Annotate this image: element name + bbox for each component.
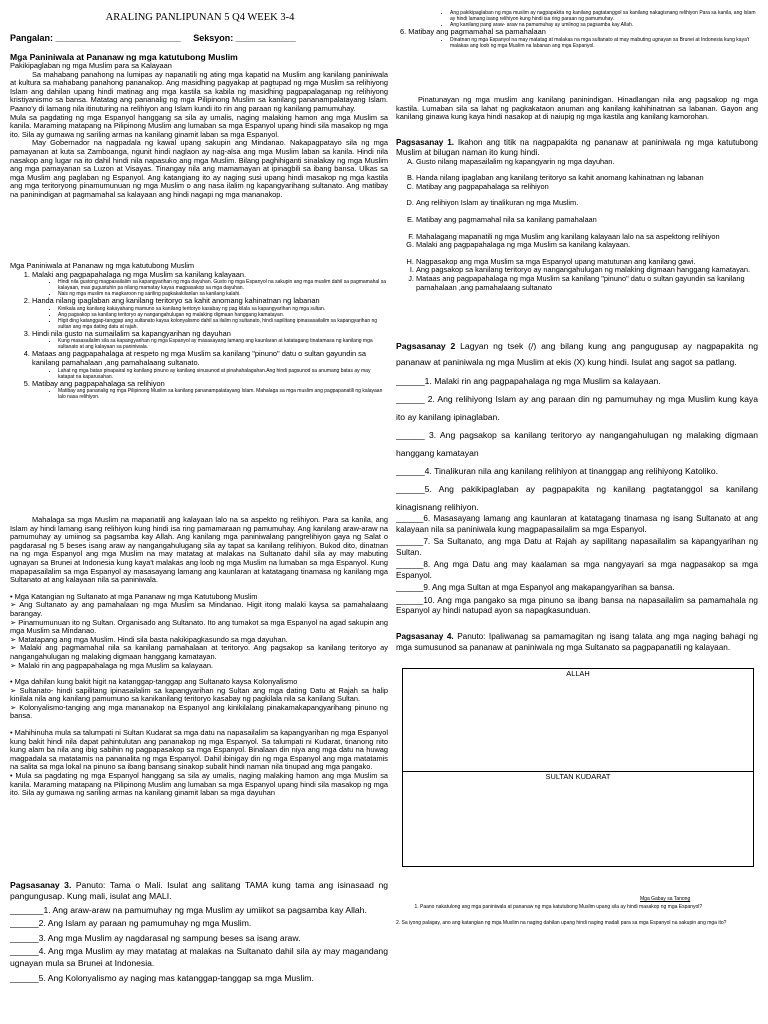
mahihinuha-paragraph: • Mahihinuha mula sa talumpati ni Sultan Kudarat sa mga datu na napasailalim sa kapangyarihan ng mga Espanyol kung bakit hindi nila dapat pahintulutan ang pananakop ng mga Espanyol. Sa talumpati ni Kudarat, tinanong nito kung alam ba nila ang ibig sabihin ng pagpapasakop sa mga Espanyol. Binalaan din niya ang mga datu na huwag magpadala sa matatamis na pananalita ng mga Espanyol. Dahil ibinigay din ng mga Espanyol ang mga matatamis na salita sa mga lokal na pinuno sa ibang bansang sinakop subalit hindi naman nila tinupad ang mga pangako. — [10, 728, 388, 772]
section-label: Seksyon: — [193, 33, 234, 43]
discussion-block — [10, 516, 388, 798]
katangian-title: • Mga Katangian ng Sultanato at mga Pananaw ng mga Katutubong Muslim — [10, 591, 258, 601]
pagsasanay-1-choices — [396, 158, 758, 293]
pagsasanay-3-item[interactable]: ______4. Ang mga Muslim ay may matatag at malakas na Sultanato dahil sila ay may magandang ugnayan mula sa Brunei at Indonesia. — [10, 946, 388, 969]
answer-box-allah[interactable] — [402, 668, 754, 772]
answer-box-label: SULTAN KUDARAT — [545, 772, 611, 781]
belief-bullet: • Hindi nila gustong magpasailalim sa kapangyarihan ng mga dayuhan. Gusto ng mga Espanyol na sakupin ang mga muslim dahil sa pagmamahal sa kalayaan, mas gugustuhin pa nilang mamatay kaysa magpasakop sa mga dayuhan. — [58, 279, 388, 291]
dahilan-item: ➢ Kolonyalismo-tanging ang mga mananakop na Espanyol ang kinikilalang pinakamakapangyarihang pinuno ng bansa. — [10, 702, 388, 721]
beliefs-list-block — [10, 262, 388, 400]
pagsasanay-4-instructions: Pagsasanay 4. Panuto: Ipaliwanag sa pamamagitan ng isang talata ang mga naging bahagi ng mga sumusunod sa pananaw at paniniwala ng mga Sultanato sa pagpapanatili ng kalayaan. — [396, 632, 758, 652]
belief-bullet: • Ang kanilang pang araw- araw na pamumuhay ay umiinog sa pagsamba kay Allah. — [450, 22, 758, 28]
katangian-item: ➢ Malaki ang pagmamahal nila sa kanilang pamahalaan at teritoryo. Ang pagsakop sa kanilang teritoryo ay nangangahulugan ng malaking digmaan hanggang kamatayan. — [10, 643, 388, 661]
pagsasanay-4 — [396, 632, 758, 653]
dahilan-item: ➢ Sultanato- hindi sapilitang ipinasailalim sa kapangyarihan ng Sultan ang mga dating Datu at Rajah sa halip kinilala nila ang kanilang pamumuno sa kanikanilang teritoryo kasabay ng pagkilala nila sa kanilang Sultan. — [10, 685, 388, 704]
pagsasanay-3-title: Pagsasanay 3. — [10, 880, 72, 890]
katangian-item: ➢ Ang Sultanato ay ang pamahalaan ng mga Muslim sa Mindanao. Higit itong malaki kaysa sa pamahalaang barangay. — [10, 600, 388, 618]
choice-item[interactable]: F. Mahalagang mapanatili ng mga Muslim ang kanilang kalayaan lalo na sa aspektong relihiyon — [416, 233, 758, 242]
guide-list — [396, 904, 758, 910]
belief-item: 3. Hindi nila gusto na sumailalim sa kapangyarihan ng dayuhan • Kung masasailalim sila sa kapangyarihan ng mga Espanyol ay masasayang lamang ang kaunlaran at katatagang tinatamasa ng kanilang mga sultanato at ang kalayaan sa paniniwala. — [32, 330, 388, 351]
pagsasanay-3 — [10, 880, 388, 986]
katangian-item: ➢ Malaki rin ang pagpapahalaga ng mga Muslim sa kalayaan. — [10, 660, 213, 670]
pagsasanay-4-title: Pagsasanay 4. — [396, 632, 454, 641]
choice-item[interactable]: A. Gusto nilang mapasailalim ng kapangyarin ng mga dayuhan. — [416, 158, 758, 167]
beliefs-list-title: Mga Paniniwala at Pananaw ng mga katutubong Muslim — [10, 261, 195, 270]
choice-item[interactable]: C. Matibay ang pagpapahalaga sa relihiyon — [416, 183, 758, 192]
belief-bullet: • Dinatnan ng mga Espanyol na may matatag at malakas na mga sultanato at may mabuting ugnayan sa Brunei at Indonesia kung kaya't malakas ang loob ng mga Muslim na labanan ang mga Espanyol. — [450, 37, 758, 49]
pagsasanay-2 — [396, 338, 758, 516]
choice-item[interactable]: H. Nagpasakop ang mga Muslim sa mga Espanyol upang matutunan ang kanilang gawi. — [416, 258, 758, 267]
choice-item[interactable]: E. Matibay ang pagmamahal nila sa kanilang pamahalaan — [416, 216, 758, 225]
pagsasanay-2-item[interactable]: ______8. Ang mga Datu ang may kaalaman sa mga nangyayari sa mga nagpasakop sa mga Espanyol. — [396, 560, 758, 580]
name-field[interactable]: _________________________ — [55, 33, 181, 43]
intro-paragraph-3: May Gobernador na nagpadala ng kawal upang sakupin ang Mindanao. Nakapagpatayo sila ng mga pamayanan at kuta sa Zamboanga, ngunit hindi naglaon ay nag-alsa ang mga Muslim laban sa kanila. Hindi nila nasakop ang lugar na ito dahil hindi nila napasuko ang mga Muslim. Bilang paghihiganti sinalakay ng mga Muslim ang mga pamayanan sa Luzon at Visayas. Tinangay nila ang mamamayan at ipinagbili sa ibang bansa. Ulkas sa mga Muslim ang paglaban ng Espanyol. Ang katangiang ito ay naging susi upang hindi masakop ng mga kastila ang mga teritoryong pinamumunuan ng mga Muslim o ang nasa ilalim ng kapangyarihang sultanato. Ang matibay na paninindigan at pagmamahal sa kalayaan ang hindi nagapi ng mga mananakop. — [10, 138, 388, 199]
belief-item: 1. Malaki ang pagpapahalaga ng mga Muslim sa kanilang kalayaan. • Hindi nila gustong magpasailalim sa kapangyarihan ng mga dayuhan. Gusto ng mga Espanyol na sakupin ang mga muslim dahil sa pagmamahal sa kalayaan, mas gugustuhin pa nilang mamatay kaysa magpasakop sa mga dayuhan. • Nais ng mga muslim na magkaroon ng sariling pagkakakilanlan sa kanilang kalahi. — [32, 271, 388, 298]
katangian-item: ➢ Matatapang ang mga Muslim. Hindi sila basta nakikipagkasundo sa mga dayuhan. — [10, 634, 288, 644]
beliefs-list — [10, 271, 388, 401]
pagsasanay-2-item[interactable]: ______4. Tinalikuran nila ang kanilang relihiyon at tinanggap ang relihiyong Katoliko. — [396, 466, 719, 476]
guide-title: Mga Gabay sa Tanong — [640, 896, 691, 902]
choice-item[interactable]: I. Ang pagsakop sa kanilang teritoryo ay nangangahulugan ng malaking digmaan hanggang kamatayan. — [416, 266, 758, 275]
pagsasanay-3-item[interactable]: ______5. Ang Kolonyalismo ay naging mas katanggap-tanggap sa mga Muslim. — [10, 973, 314, 984]
answer-box-sultan-kudarat[interactable] — [402, 770, 754, 867]
right-column — [396, 0, 758, 1024]
katangian-item: ➢ Pinamumunuan ito ng Sultan. Organisado ang Sultanato. Ito ang tumakot sa mga Espanyol na agad sakupin ang mga Muslim sa Mindanao. — [10, 617, 388, 636]
choice-item[interactable]: J. Mataas ang pagpapahalaga ng mga Muslim sa kanilang "pinuno" datu o sultan gayundin sa kanilang pamahalaan ,ang pamahalaang sultanato — [416, 275, 758, 292]
pagsasanay-2-item[interactable]: ______7. Sa Sultanato, ang mga Datu at Rajah ay sapilitang napasailalim sa kapangyarihan ng Sultan. — [396, 537, 758, 557]
choice-item[interactable]: G. Malaki ang pagpapahalaga ng mga Muslim sa kanilang kalayaan. — [416, 241, 758, 250]
mula-paragraph: • Mula sa pagdating ng mga Espanyol hanggang sa sila ay umalis, naging malaking hamon ang mga Muslim sa kanila. Maraming matapang na Pilipinong Muslim ang lumaban sa mga Espanyol upang hindi sila masakop ng mga ito. Sila ay gumawa ng sariling armas na kanilang ginamit laban sa mga dayuhan — [10, 771, 388, 798]
pagsasanay-3-item[interactable]: ______3. Ang mga Muslim ay nagdarasal ng sampung beses sa isang araw. — [10, 932, 301, 943]
guide-questions — [396, 896, 758, 926]
belief-item: 4. Mataas ang pagpapahalaga at respeto ng mga Muslim sa kanilang "pinuno" datu o sultan gayundin sa kanilang pamahalaan ,ang pamahalaang sultanato. • Lahat ng mga batas pinapairal ng kanilang pinuno ay kanilang sinusunod at pinahahalagahan.Ang hindi pagsunod sa anumang batas ay may katapat na kaparusahan. — [32, 350, 388, 379]
belief-bullet: • Lahat ng mga batas pinapairal ng kanilang pinuno ay kanilang sinusunod at pinahahalagahan.Ang hindi pagsunod sa anumang batas ay may katapat na kaparusahan. — [58, 368, 388, 380]
section-field[interactable]: ____________ — [235, 33, 296, 43]
pagsasanay-2-item[interactable]: ______10. Ang mga pangako sa mga pinuno sa ibang bansa na napasailalim sa pamamahala ng Espanyol ay hindi natupad ayon sa napagkasunduan. — [396, 595, 758, 615]
pagsasanay-3-item[interactable]: _______1. Ang araw-araw na pamumuhay ng mga Muslim ay umiikot sa pagsamba kay Allah. — [10, 905, 367, 915]
belief-bullet: • Ang pakikipaglaban ng mga muslim ay nagpapakita ng kanilang pagtatanggol sa kanilang nakagisnang relihiyon Para sa kanila, ang Islam ay hindi lamang isang relihiyon kung hindi isa ring paraan ng pamumuhay. — [450, 10, 758, 22]
summary-paragraph: Pinatunayan ng mga muslim ang kanilang paninindigan. Hinadlangan nila ang pagsakop ng mga kastila. Lumaban sila sa lahat ng pagkakataon anuman ang kanilang kahihinatnan sa labanan. Gayon ang kanilang ginawa kung kaya hindi nasakop at di naiupig ng mga kastila ang kanilang kamorohan. — [396, 95, 758, 122]
discussion-paragraph: Mahalaga sa mga Muslim na mapanatili ang kalayaan lalo na sa aspekto ng relihiyon. Para sa kanila, ang Islam ay hindi lamang isang relihiyon kung hindi isa ring pamamaraan ng pamumuhay. Ang kanilang araw-araw na pamumuhay ay umiinog sa pagsamba kay Allah. Ang kanilang mga paniniwalang pangrelihiyon gaya ng Salat o pagdarasal ng 5 beses isang araw ay nangangahulugang sila ay tapat sa kanilang relihiyon. Bukod dito, dinatnan na ng mga Espanyol ang mga Muslim na may matatag at malakas na Sultanato dahil sila ay may mabuting ugnayan sa Brunei at Indonesia kung kaya't malakas ang loob ng mga Muslim na lumaban sa mga Espanyol. Kung mapapasailalim sa mga Espanyol ay masasayang lamang ang kaunlaran at katatagang tinamasa ng kanilang mga Sultanato at ang kalayaan nila sa paniniwala. — [10, 515, 388, 585]
belief-bullet: • Higit ding katanggap-tanggap ang sultanato kaysa kolonyalismo dahil sa ilalim ng sultanato, hindi sapilitang ipinasasailalim sa kapangyarihan ng sultan ang mga dating datu at rajah. — [58, 318, 388, 330]
pagsasanay-2-item[interactable]: ______ 3. Ang pagsakop sa kanilang teritoryo ay nangangahulugan ng malaking digmaan hanggang kamatayan — [396, 430, 758, 458]
belief-item: 2. Handa nilang ipaglaban ang kanilang teritoryo sa kahit anomang kahinatnan ng labanan • Kinikala ang kanilang kakayahang mamuno sa kanilang teritoryo kasabay ng pag kilala sa kapangyarihan ng mga sultan. • Ang pagsakop sa kanilang teritoryo ay nangangahulugan ng malaking digmaan hanggang kamatayan. • Higit ding katanggap-tanggap ang sultanato kaysa kolonyalismo dahil sa ilalim ng sultanato, hindi sapilitang ipinasasailalim sa kapangyarihan ng sultan ang mga dating datu at rajah. — [32, 297, 388, 330]
belief-item: 5. Matibay ang pagpapahalaga sa relihiyon • Matibay ang pananalig ng mga Pilipinong Muslim sa kanilang pananampalatayang Islam. Mahalaga sa mga muslim ang pagpapanatili ng kalayaan lalo nasa relihiyon. — [32, 380, 388, 401]
worksheet-title: ARALING PANLIPUNAN 5 Q4 WEEK 3-4 — [105, 12, 295, 23]
pagsasanay-2-item[interactable]: ______1. Malaki rin ang pagpapahalaga ng mga Muslim sa kalayaan. — [396, 376, 661, 386]
pagsasanay-3-instructions: Pagsasanay 3. Panuto: Tama o Mali. Isulat ang salitang TAMA kung tama ang isinasaad ng pangungusap. Kung mali, isulat ang MALI. — [10, 880, 388, 901]
pagsasanay-2-item[interactable]: ______ 2. Ang relihiyong Islam ay ang paraan din ng pamumuhay ng mga Muslim kung kaya ito ay kanilang ipinaglaban. — [396, 394, 758, 422]
pagsasanay-2-instructions: Pagsasanay 2 Lagyan ng tsek (/) ang bilang kung ang pangugusap ay nagpapakita ng pananaw at paniniwala ng mga Muslim at ekis (X) kung hindi. Isulat ang sagot sa patlang. — [396, 341, 758, 367]
left-column — [10, 0, 388, 1024]
pagsasanay-2-item[interactable]: ______5. Ang pakikipaglaban ay pagpapakita ng kanilang pagtatanggol sa kanilang kinagisnang relihiyon. — [396, 484, 758, 512]
belief-bullet: • Matibay ang pananalig ng mga Pilipinong Muslim sa kanilang pananampalatayang Islam. Mahalaga sa mga muslim ang pagpapanatili ng kalayaan lalo nasa relihiyon. — [58, 388, 388, 400]
belief-bullet: • Kinikala ang kanilang kakayahang mamuno sa kanilang teritoryo kasabay ng pag kilala sa kapangyarihan ng mga sultan. — [58, 306, 388, 312]
lesson-subtitle: Pakikipaglaban ng mga Muslim para sa Kalayaan — [10, 61, 172, 70]
belief-bullet: • Nais ng mga muslim na magkaroon ng sariling pagkakakilanlan sa kanilang kalahi. — [58, 291, 388, 297]
belief-bullet: • Kung masasailalim sila sa kapangyarihan ng mga Espanyol ay masasayang lamang ang kaunlaran at katatagang tinatamasa ng kanilang mga sultanato at ang kalayaan sa paniniwala. — [58, 338, 388, 350]
lesson-block — [10, 52, 388, 200]
dahilan-title: • Mga dahilan kung bakit higit na katanggap-tanggap ang Sultanato kaysa Kolonyalismo — [10, 677, 298, 687]
intro-paragraph-2: Mula sa pagdating ng mga Espanyol hanggang sa sila ay umalis, naging malaking hamon ang mga Muslim sa kanila. Maraming matapang na Pilipinong Muslim ang lumaban sa mga Espanyol upang hindi sila masakop ng mga ito. Sila ay gumawa ng sariling armas na kanilang ginamit laban sa mga Espanyol. — [10, 112, 388, 139]
pagsasanay-2-item[interactable]: ______6. Masasayang lamang ang kaunlaran at katatagang tinamasa ng isang Sultanato at ang kalayaan nila sa paniniwala kung magpapasailalim sa mga Espanyol. — [396, 514, 758, 534]
pagsasanay-3-item[interactable]: ______2. Ang Islam ay paraan ng pamumuhay ng mga Muslim. — [10, 918, 252, 928]
pagsasanay-2-item[interactable]: ______9. Ang mga Sultan at mga Espanyol ang makapangyarihan sa bansa. — [396, 583, 675, 592]
name-row — [10, 33, 388, 43]
lesson-title: Mga Paniniwala at Pananaw ng mga katutubong Muslim — [10, 52, 238, 62]
pagsasanay-1-title: Pagsasanay 1. — [396, 138, 455, 147]
guide-question: 2. Sa iyong palagay, ano ang katangian ng mga Muslim na naging dahilan upang hindi naging madali para sa mga Espanyol na sakupin ang mga ito? — [396, 920, 727, 926]
pagsasanay-1-instructions: Pagsasanay 1. Ikahon ang titik na nagpapakita ng pananaw at paniniwala ng mga katutubong Muslim at bilugan naman ito kung hindi. — [396, 138, 758, 157]
name-label: Pangalan: — [10, 33, 54, 43]
choice-item[interactable]: B. Handa nilang ipaglaban ang kanilang teritoryo sa kahit anomang kahinatnan ng labanan — [416, 174, 758, 183]
guide-question: 1. Paano nakatulong ang mga paniniwala at pananaw ng mga katutubong Muslim upang sila ay hindi masakop ng mga Espanyol? — [420, 904, 758, 910]
pagsasanay-2-continued — [396, 514, 758, 617]
pagsasanay-1 — [396, 138, 758, 292]
belief-bullet: • Ang pagsakop sa kanilang teritoryo ay nangangahulugan ng malaking digmaan hanggang kamatayan. — [58, 312, 388, 318]
belief-item-6: 6. Matibay ang pagmamahal sa pamahalaan — [400, 27, 546, 36]
continued-list — [396, 10, 758, 49]
intro-paragraph-1: Sa mahabang panahong na lumipas ay napanatili ng ating mga kapatid na Muslim ang kanilang paniniwala at kultura sa mahabang panahong pananakop. Ang masidhing pagyakap at pagtupad ng mga Muslim sa relihiyong Islam ang dahilan upang hindi matinag ang mga kastila sa kabila ng masidhing pagpapalaganap ng relihiyong kristiyanismo sa bansa. Matatag ang pananalig ng mga Pilipinong Muslim sa kanilang pananampalatayang Islam. Paano'y di lamang nila itinuturing na relihiyon ang Islam kundi ito rin ang paraan ng kanilang pamumuhay. — [10, 69, 388, 113]
answer-box-label: ALLAH — [566, 669, 590, 678]
pagsasanay-2-title: Pagsasanay 2 — [396, 341, 456, 351]
choice-item[interactable]: D. Ang relihiyon Islam ay tinalikuran ng mga Muslim. — [416, 199, 758, 208]
